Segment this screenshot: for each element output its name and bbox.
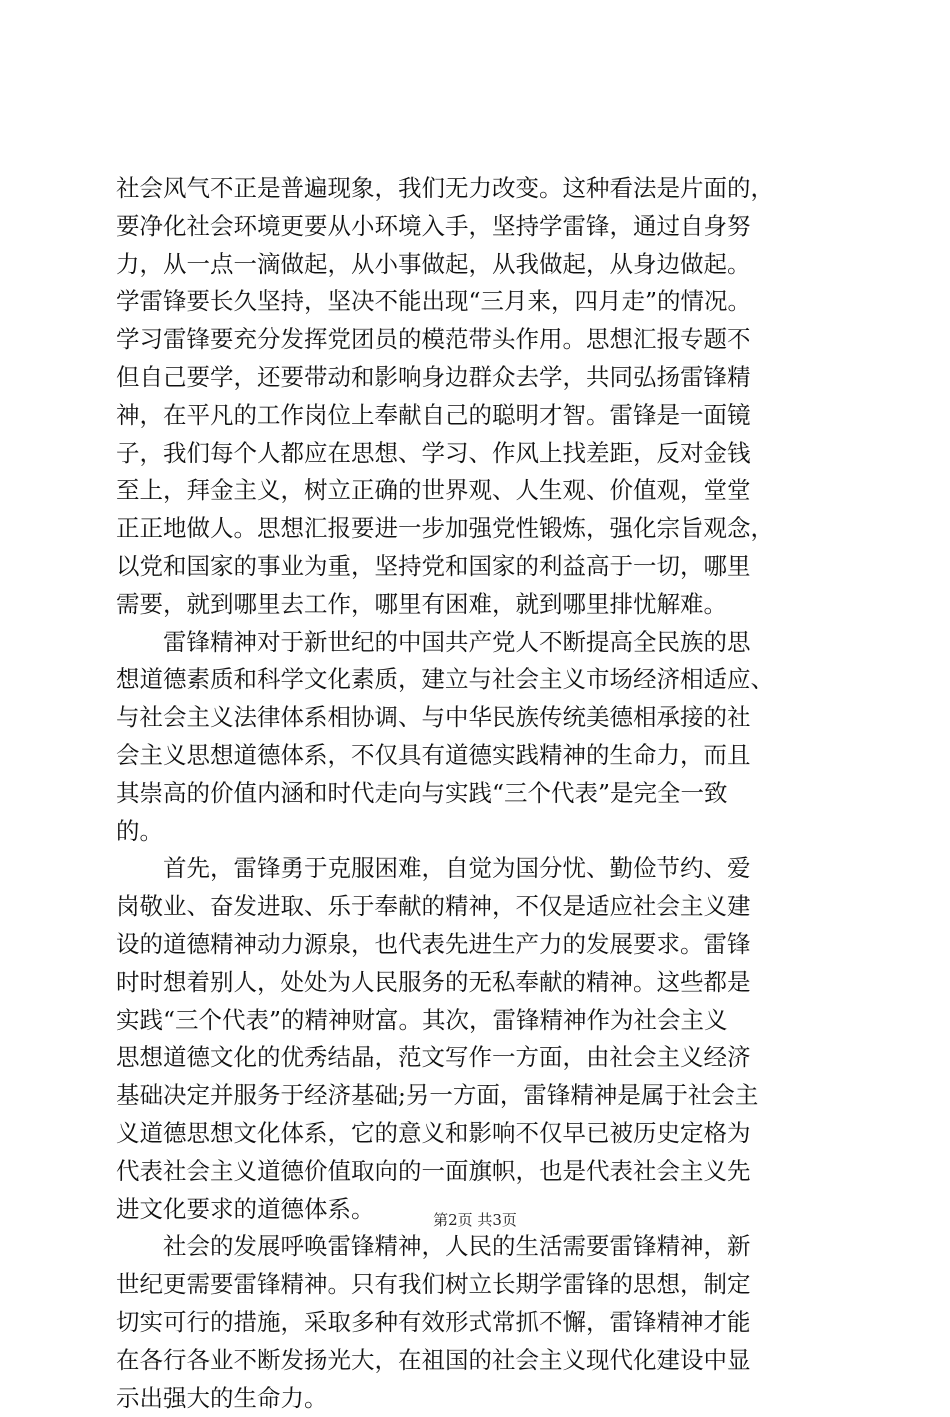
text-line: 学习雷锋要充分发挥党团员的模范带头作用。思想汇报专题不 bbox=[116, 321, 836, 359]
text-line: 社会风气不正是普遍现象，我们无力改变。这种看法是片面的， bbox=[116, 170, 836, 208]
text-line: 会主义思想道德体系，不仅具有道德实践精神的生命力，而且 bbox=[116, 737, 836, 775]
text-line: 与社会主义法律体系相协调、与中华民族传统美德相承接的社 bbox=[116, 699, 836, 737]
text-line: 雷锋精神对于新世纪的中国共产党人不断提高全民族的思 bbox=[116, 624, 836, 662]
text-line: 想道德素质和科学文化素质，建立与社会主义市场经济相适应、 bbox=[116, 661, 836, 699]
text-line: 其崇高的价值内涵和时代走向与实践“三个代表”是完全一致 bbox=[116, 775, 836, 813]
text-line: 但自己要学，还要带动和影响身边群众去学，共同弘扬雷锋精 bbox=[116, 359, 836, 397]
text-line: 的。 bbox=[116, 813, 836, 851]
text-line: 力，从一点一滴做起，从小事做起，从我做起，从身边做起。 bbox=[116, 246, 836, 284]
text-line: 子，我们每个人都应在思想、学习、作风上找差距，反对金钱 bbox=[116, 435, 836, 473]
text-line: 义道德思想文化体系，它的意义和影响不仅早已被历史定格为 bbox=[116, 1115, 836, 1153]
text-line: 实践“三个代表”的精神财富。其次，雷锋精神作为社会主义 bbox=[116, 1002, 836, 1040]
text-line: 代表社会主义道德价值取向的一面旗帜，也是代表社会主义先 bbox=[116, 1153, 836, 1191]
text-line: 示出强大的生命力。 bbox=[116, 1380, 836, 1417]
text-line: 正正地做人。思想汇报要进一步加强党性锻炼，强化宗旨观念， bbox=[116, 510, 836, 548]
text-line: 学雷锋要长久坚持，坚决不能出现“三月来，四月走”的情况。 bbox=[116, 283, 836, 321]
text-line: 需要，就到哪里去工作，哪里有困难，就到哪里排忧解难。 bbox=[116, 586, 836, 624]
text-line: 时时想着别人，处处为人民服务的无私奉献的精神。这些都是 bbox=[116, 964, 836, 1002]
text-line: 进文化要求的道德体系。 bbox=[116, 1191, 836, 1229]
text-line: 在各行各业不断发扬光大，在祖国的社会主义现代化建设中显 bbox=[116, 1342, 836, 1380]
text-line: 社会的发展呼唤雷锋精神，人民的生活需要雷锋精神，新 bbox=[116, 1228, 836, 1266]
text-line: 设的道德精神动力源泉，也代表先进生产力的发展要求。雷锋 bbox=[116, 926, 836, 964]
text-line: 世纪更需要雷锋精神。只有我们树立长期学雷锋的思想，制定 bbox=[116, 1266, 836, 1304]
page-footer: 第2页 共3页 bbox=[0, 1210, 950, 1230]
text-line: 要净化社会环境更要从小环境入手，坚持学雷锋，通过自身努 bbox=[116, 208, 836, 246]
text-line: 首先，雷锋勇于克服困难，自觉为国分忧、勤俭节约、爱 bbox=[116, 850, 836, 888]
text-line: 神，在平凡的工作岗位上奉献自己的聪明才智。雷锋是一面镜 bbox=[116, 397, 836, 435]
text-line: 切实可行的措施，采取多种有效形式常抓不懈，雷锋精神才能 bbox=[116, 1304, 836, 1342]
text-line: 以党和国家的事业为重，坚持党和国家的利益高于一切，哪里 bbox=[116, 548, 836, 586]
text-line: 岗敬业、奋发进取、乐于奉献的精神，不仅是适应社会主义建 bbox=[116, 888, 836, 926]
text-line: 思想道德文化的优秀结晶，范文写作一方面，由社会主义经济 bbox=[116, 1039, 836, 1077]
text-line: 基础决定并服务于经济基础;另一方面，雷锋精神是属于社会主 bbox=[116, 1077, 836, 1115]
text-line: 至上，拜金主义，树立正确的世界观、人生观、价值观，堂堂 bbox=[116, 472, 836, 510]
